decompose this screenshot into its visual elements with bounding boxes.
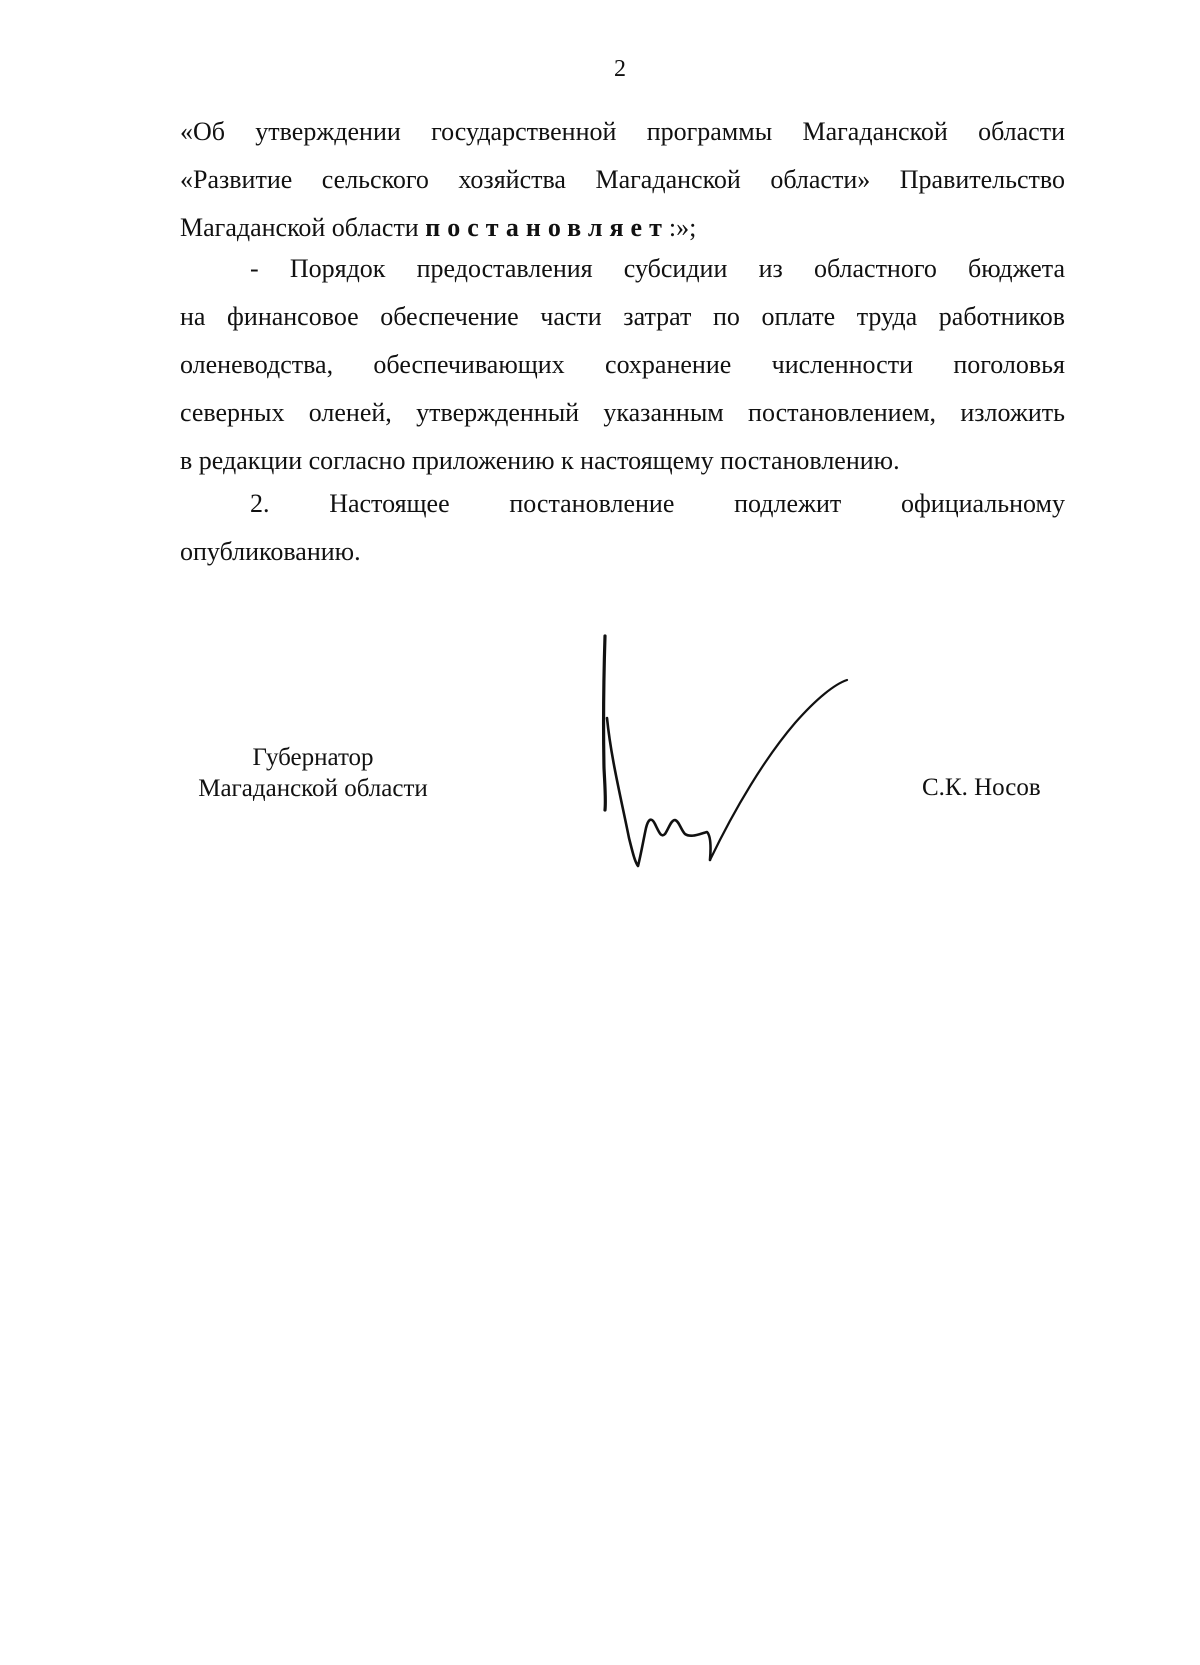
- text-line: в редакции согласно приложению к настоящему постановлению.: [180, 446, 900, 475]
- text-line: оленеводства, обеспечивающих сохранение численности поголовья: [180, 350, 1065, 379]
- bold-keyword: постановляет: [425, 213, 669, 242]
- text-line: 2. Настоящее постановление подлежит официальному: [250, 489, 1065, 518]
- paragraph-publication: [180, 480, 1065, 576]
- text-line: на финансовое обеспечение части затрат по оплате труда работников: [180, 302, 1065, 331]
- text-line: опубликованию.: [180, 537, 361, 566]
- signatory-name: С.К. Носов: [922, 774, 1041, 801]
- text-fragment: Магаданской области: [180, 213, 426, 242]
- signatory-title-line: Губернатор: [252, 744, 374, 771]
- text-line: - Порядок предоставления субсидии из областного бюджета: [250, 254, 1065, 283]
- document-body-amendment: [180, 245, 1065, 485]
- text-line: «Об утверждении государственной программы Магаданской области: [180, 117, 1065, 146]
- document-body: [180, 108, 1065, 252]
- text-line: «Развитие сельского хозяйства Магаданской области» Правительство: [180, 165, 1065, 194]
- text-line: северных оленей, утвержденный указанным постановлением, изложить: [180, 398, 1065, 427]
- paragraph-amendment: [180, 245, 1065, 485]
- handwritten-signature: [595, 628, 865, 888]
- document-body-publication: [180, 480, 1065, 576]
- text-fragment: :»;: [668, 213, 697, 242]
- paragraph-resolution-reference: [180, 108, 1065, 252]
- signatory-title: [178, 742, 448, 804]
- page-number: 2: [614, 56, 626, 82]
- signatory-title-line: Магаданской области: [198, 775, 428, 802]
